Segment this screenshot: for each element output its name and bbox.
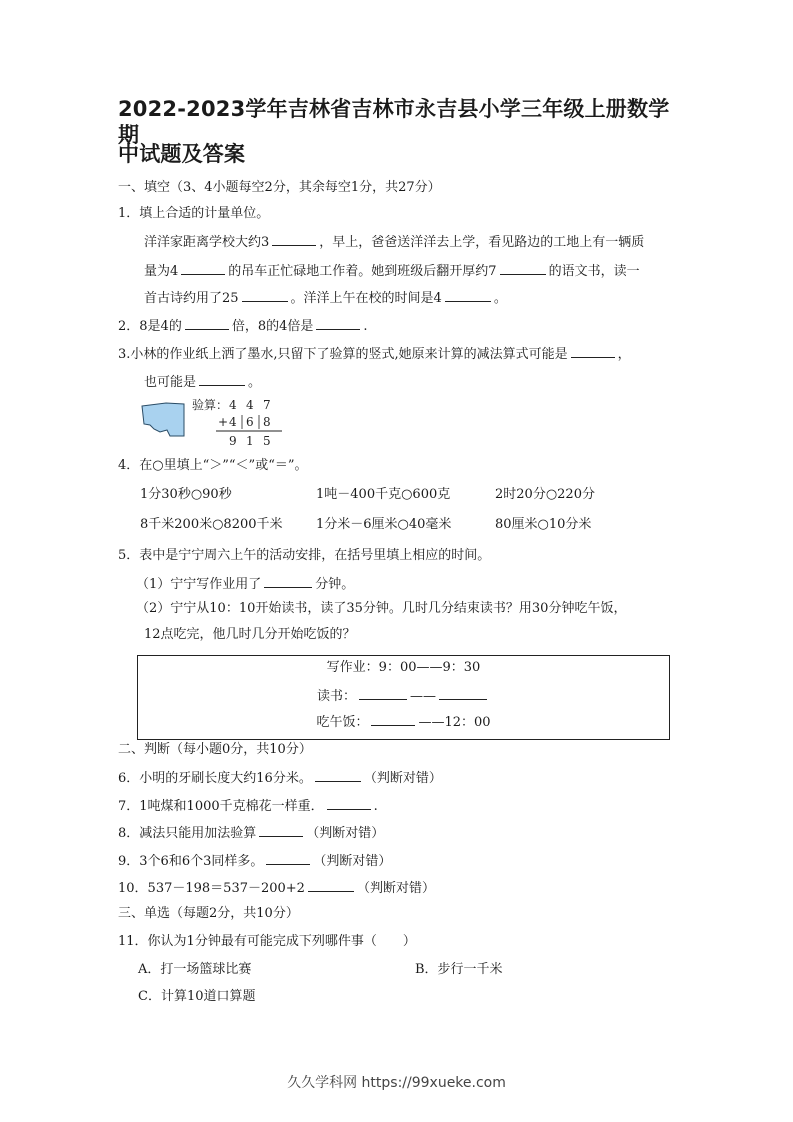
schedule-text: ——12：00 [418, 715, 491, 730]
answer-blank[interactable] [181, 261, 225, 275]
ink-blot-shape [142, 403, 184, 436]
q1-text: 量为4 [144, 264, 179, 279]
schedule-homework: 写作业：9：00——9：30 [326, 660, 481, 675]
q11-option-c[interactable]: C．计算10道口算题 [138, 989, 256, 1004]
digit: 7 [263, 398, 271, 412]
q1-text: 的吊车正忙碌地工作着。她到班级后翻开厚约7 [228, 264, 497, 279]
answer-blank[interactable] [371, 712, 415, 726]
q1-text: 的语文书，读一 [548, 264, 640, 279]
q1-line-1 [144, 232, 644, 252]
q1-line-2 [144, 261, 640, 281]
digit: 4 [229, 398, 237, 412]
q2-text: 倍，8的4倍是 [231, 319, 314, 334]
q6-line [118, 768, 442, 788]
q5-text: 分钟。 [315, 577, 355, 592]
verify-label: 验算： [192, 398, 229, 412]
q1-text: 。 [493, 291, 507, 306]
q8-text: （判断对错） [306, 826, 385, 841]
digit: 5 [263, 434, 271, 448]
q5-part-1 [136, 574, 354, 594]
q3-text: ， [617, 347, 631, 362]
section-1-heading: 一、填空（3、4小题每空2分，其余每空1分，共27分） [118, 180, 441, 195]
q1-text: 。洋洋上午在校的时间是4 [290, 291, 442, 306]
answer-blank[interactable] [316, 316, 360, 330]
q4-item: 8千米200米○8200千米 [140, 517, 283, 532]
answer-blank[interactable] [327, 796, 371, 810]
plus-sign: + [218, 415, 229, 429]
q10-text: 10．537－198＝537－200+2 [118, 881, 305, 896]
answer-blank[interactable] [571, 344, 615, 358]
q9-text: 9．3个6和6个3同样多。 [118, 854, 264, 869]
q4-stem: 4．在○里填上“＞”“＜”或“＝”。 [118, 458, 308, 473]
activity-schedule-box [137, 655, 670, 740]
q10-text: （判断对错） [356, 881, 435, 896]
schedule-text: 吃午饭： [316, 715, 369, 730]
q2-text: . [363, 319, 368, 334]
digit: 9 [229, 434, 237, 448]
digit: 1 [246, 434, 254, 448]
q3-text: 。 [248, 375, 262, 390]
answer-blank[interactable] [439, 686, 487, 700]
q5-stem: 5．表中是宁宁周六上午的活动安排，在括号里填上相应的时间。 [118, 548, 491, 563]
answer-blank[interactable] [500, 261, 546, 275]
answer-blank[interactable] [259, 823, 303, 837]
schedule-text: 读书： [316, 689, 356, 704]
q3-line-1 [118, 344, 631, 364]
digit: 4 [246, 398, 254, 412]
answer-blank[interactable] [445, 288, 491, 302]
schedule-lunch [138, 712, 669, 732]
answer-blank[interactable] [315, 768, 361, 782]
page-title-line2: 中试题及答案 [118, 142, 246, 166]
answer-blank[interactable] [308, 878, 354, 892]
q7-text: . [373, 799, 378, 814]
q4-item: 1分30秒○90秒 [140, 487, 232, 502]
q6-text: 6．小明的牙刷长度大约16分米。 [118, 771, 312, 786]
digit: 4 [229, 415, 237, 429]
answer-blank[interactable] [185, 316, 229, 330]
q7-text: 7．1吨煤和1000千克棉花一样重． [118, 799, 324, 814]
footer-watermark: 久久学科网 https://99xueke.com [287, 1075, 506, 1091]
answer-blank[interactable] [199, 372, 245, 386]
q4-item: 80厘米○10分米 [495, 517, 592, 532]
q1-text: 洋洋家距离学校大约3 [144, 235, 270, 250]
answer-blank[interactable] [264, 574, 312, 588]
digit: 6 [246, 415, 254, 429]
q1-line-3 [144, 288, 507, 308]
q6-text: （判断对错） [363, 771, 442, 786]
q11-stem: 11．你认为1分钟最有可能完成下列哪件事（ ） [118, 934, 416, 949]
answer-blank[interactable] [266, 851, 310, 865]
answer-blank[interactable] [242, 288, 288, 302]
answer-blank[interactable] [272, 232, 316, 246]
page-title-line1: 2022-2023学年吉林省吉林市永吉县小学三年级上册数学期 [118, 97, 670, 147]
digit: 8 [263, 415, 271, 429]
q5-text: （1）宁宁写作业用了 [136, 577, 262, 592]
q5-part-2-cont: 12点吃完，他几时几分开始吃饭的？ [144, 627, 356, 642]
q4-item: 2时20分○220分 [495, 487, 595, 502]
q8-text: 8．减法只能用加法验算 [118, 826, 257, 841]
q4-item: 1分米－6厘米○40毫米 [316, 517, 452, 532]
answer-blank[interactable] [359, 686, 407, 700]
section-3-heading: 三、单选（每题2分，共10分） [118, 906, 299, 921]
q10-line [118, 878, 435, 898]
q1-text: 首古诗约用了25 [144, 291, 239, 306]
vertical-calculation-figure [140, 398, 290, 450]
q5-part-2: （2）宁宁从10：10开始读书，读了35分钟。几时几分结束读书？用30分钟吃午饭， [136, 601, 627, 616]
q3-text: 3.小林的作业纸上洒了墨水,只留下了验算的竖式,她原来计算的减法算式可能是 [118, 347, 568, 362]
q1-stem: 1．填上合适的计量单位。 [118, 206, 270, 221]
schedule-text: —— [410, 689, 436, 704]
q9-text: （判断对错） [313, 854, 392, 869]
q2-text: 2．8是4的 [118, 319, 182, 334]
q11-option-b[interactable]: B．步行一千米 [415, 962, 503, 977]
q11-option-a[interactable]: A．打一场篮球比赛 [138, 962, 252, 977]
q2-line [118, 316, 368, 336]
q3-text: 也可能是 [144, 375, 197, 390]
q4-item: 1吨－400千克○600克 [316, 487, 451, 502]
schedule-reading [138, 686, 669, 706]
q7-line [118, 796, 378, 816]
q1-text: ，早上，爸爸送洋洋去上学，看见路边的工地上有一辆质 [319, 235, 645, 250]
q3-line-2 [144, 372, 261, 392]
section-2-heading: 二、判断（每小题0分，共10分） [118, 742, 312, 757]
q9-line [118, 851, 391, 871]
q8-line [118, 823, 384, 843]
